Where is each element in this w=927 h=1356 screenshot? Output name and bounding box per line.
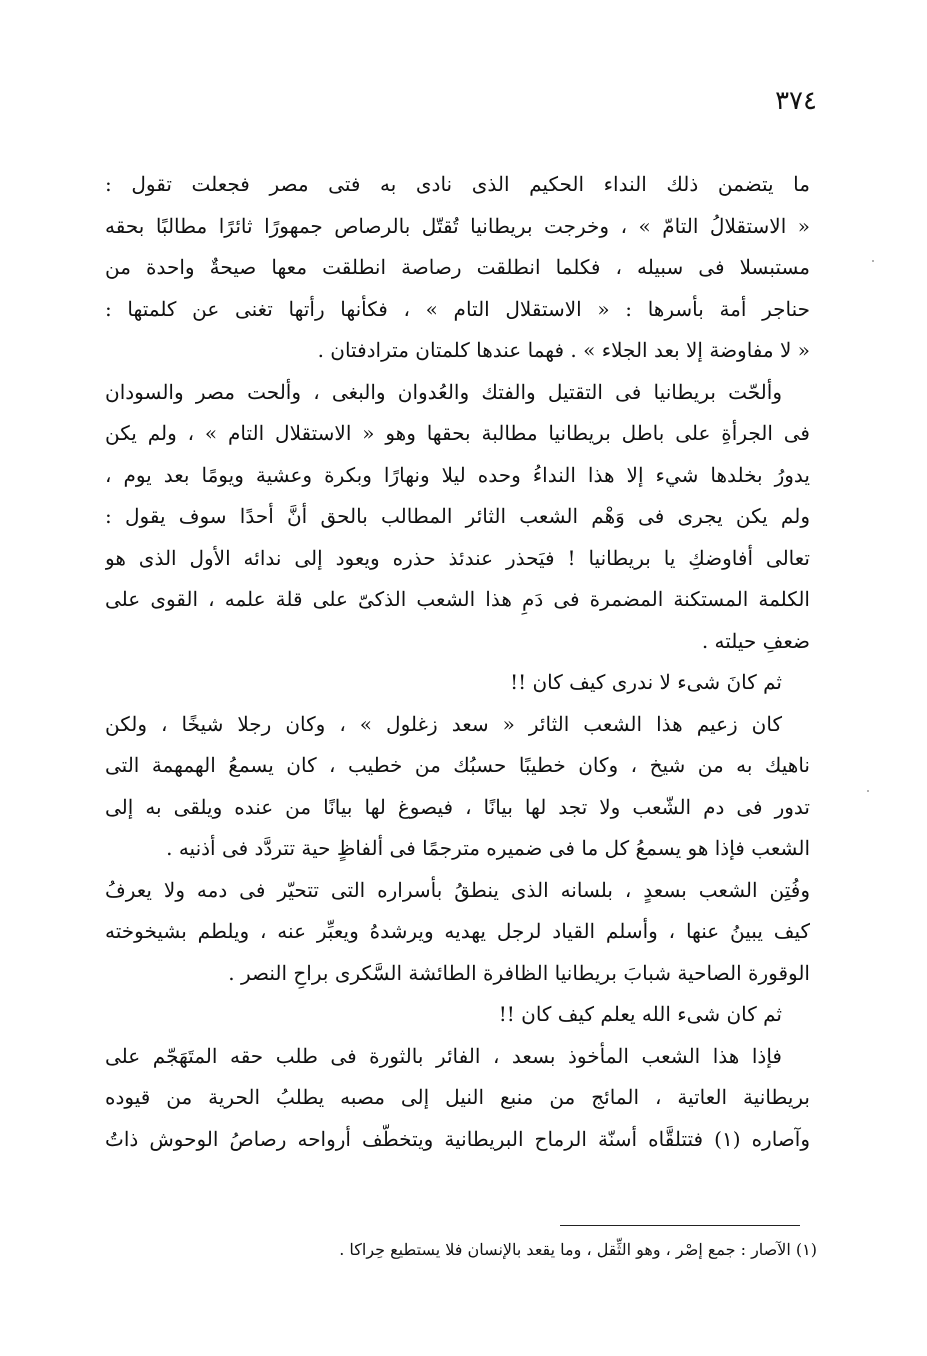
text-line: الوقورة الصاحية شبابَ بريطانيا الظافرة الطائشة السَّكرى براحِ النصر . xyxy=(228,960,810,985)
paper-speck xyxy=(872,260,874,262)
text-line: وألحّت بريطانيا فى التقتيل والفتك والعُدوان والبغى ، وألحت مصر والسودان xyxy=(105,379,782,404)
body-text xyxy=(105,164,810,1160)
text-line: الكلمة المستكنة المضمرة فى دَمِ هذا الشعب الذكىّ على قلة علمه ، القوى على xyxy=(105,587,810,611)
text-line: الشعب فإذا هو يسمعُ كل ما فى ضميره مترجمًا فى ألفاظٍ حية تتردَّد فى أذنيه . xyxy=(166,836,810,860)
text-line: فى الجرأةِ على باطل بريطانيا مطالبة بحقها وهو « الاستقلال التام » ، ولم يكن xyxy=(105,421,810,445)
paper-speck xyxy=(867,790,869,792)
text-line: ما يتضمن ذلك النداء الحكيم الذى نادى به فتى مصر فجعلت تقول : xyxy=(105,172,810,196)
footnote-divider xyxy=(560,1225,800,1226)
text-line: ولم يكن يجرى فى وَهْم الشعب الثائر المطالب بالحق أنَّ أحدًا سوف يقول : xyxy=(105,504,810,528)
text-line: وآصاره (١) فتتلقَّاه أسنّة الرماح البريطانية ويتخطّف أرواحه رصاصُ الوحوش ذاتُ xyxy=(105,1126,810,1151)
text-line: « الاستقلالُ التامّ » ، وخرجت بريطانيا تُقتّل بالرصاص جمهورًا ثائرًا مطالبًا بحقه xyxy=(105,213,810,238)
text-line: فإذا هذا الشعب المأخوذ بسعد ، الفائر بالثورة فى طلب حقه المتَهَجّم على xyxy=(105,1043,782,1068)
text-line: ثم كان شىء الله يعلم كيف كان !! xyxy=(498,1002,782,1026)
text-line: بريطانية العاتية ، المائج من منبع النيل إلى مصبه يطلبُ الحرية من قيوده xyxy=(105,1085,810,1109)
text-line: ضعفِ حيلته . xyxy=(701,628,810,653)
text-line: « لا مفاوضة إلا بعد الجلاء » . فهما عندها كلمتان مترادفتان . xyxy=(317,338,810,362)
text-line: ثم كانَ شىء لا ندرى كيف كان !! xyxy=(510,670,782,694)
text-line: وفُتِن الشعب بسعدٍ ، بلسانه الذى ينطقُ بأسراره التى تتحيّر فى دمه ولا يعرفُ xyxy=(105,877,810,902)
footnote: (١) الآصار : جمع إصْر ، وهو الثِّقل ، وما يقعد بالإنسان فلا يستطيع حِراكا . xyxy=(339,1240,817,1259)
text-line: كيف يبينُ عنها ، وأسلم القياد لرجل يهديه ويرشدهُ ويعبِّر عنه ، ويلطم بشيخوخته xyxy=(105,919,810,943)
text-line: مستبسلا فى سبيله ، فكلما انطلقت رصاصة انطلقت معها صيحةٌ واحدة من xyxy=(105,255,810,279)
text-line: ناهيك به من شيخ ، وكان خطيبًا حسبُك من خطيب ، كان يسمعُ الهمهمة التى xyxy=(105,753,810,777)
text-line: يدورُ بخلدها شيء إلا هذا النداءُ وحده ليلا ونهارًا وبكرة وعشية ويومًا بعد يوم ، xyxy=(105,462,810,487)
text-line: حناجر أمة بأسرها : « الاستقلال التام » ، فكأنها رأتها تغنى عن كلمتها : xyxy=(105,296,810,321)
text-line: تدور فى دم الشّعب ولا تجد لها بيانًا ، فيصوغ لها بيانًا من عنده ويلقى به إلى xyxy=(105,794,810,819)
page-number: ٣٧٤ xyxy=(775,86,817,116)
text-line: تعالى أفاوضكِ يا بريطانيا ! فيَحذر عندئذ حذره ويعود إلى ندائه الأول الذى هو xyxy=(105,545,810,570)
text-line: كان زعيم هذا الشعب الثائر « سعد زغلول » ، وكان رجلا شيخًا ، ولكن xyxy=(105,711,782,736)
